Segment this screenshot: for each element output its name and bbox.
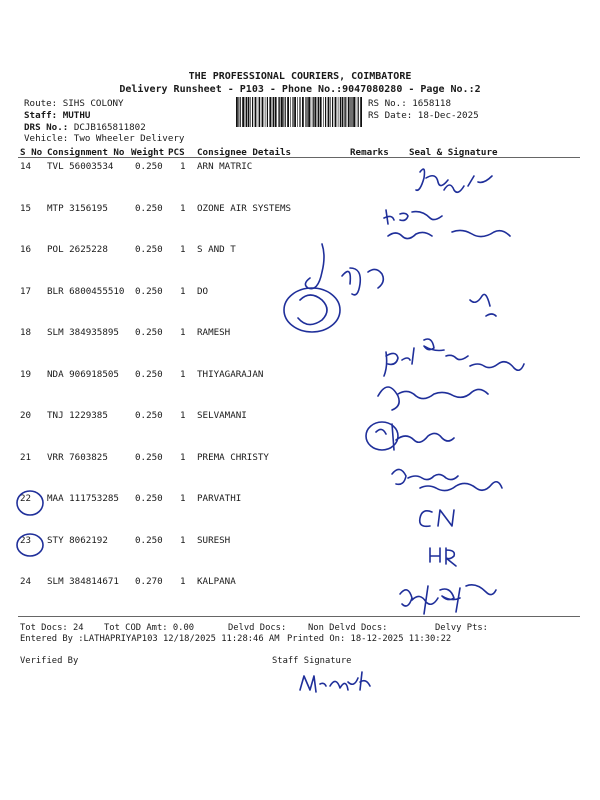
row-weight: 0.250 — [135, 161, 163, 172]
barcode-bar — [340, 97, 341, 127]
verify-row — [0, 656, 600, 670]
barcode-bar — [273, 97, 274, 127]
barcode-bar — [299, 97, 300, 127]
table-row — [0, 535, 600, 549]
barcode-bar — [305, 97, 306, 127]
col-weight: Weight — [131, 147, 165, 158]
barcode-bar — [313, 97, 314, 127]
row-consignment: TVL 56003534 — [47, 161, 114, 172]
row-sno: 17 — [20, 285, 32, 297]
row-consignee: SELVAMANI — [197, 410, 247, 421]
row-pcs: 1 — [180, 410, 186, 421]
barcode-bar — [358, 97, 359, 127]
row-consignment: SLM 384814671 — [47, 576, 119, 587]
barcode-bar — [323, 97, 324, 127]
row-consignee: OZONE AIR SYSTEMS — [197, 202, 292, 214]
table-row — [0, 244, 600, 258]
barcode-bar — [262, 97, 264, 127]
row-consignee: S AND T — [197, 244, 236, 255]
delvy-pts: Delvy Pts: — [435, 623, 488, 633]
barcode-bar — [238, 97, 239, 127]
barcode-bar — [332, 97, 333, 127]
row-pcs: 1 — [180, 327, 186, 338]
barcode-bar — [281, 97, 283, 127]
barcode-bar — [344, 97, 345, 127]
drs-value: DCJB165811802 — [73, 122, 146, 133]
non-delvd-docs: Non Delvd Docs: — [308, 623, 388, 633]
row-consignee: ARN MATRIC — [197, 161, 253, 172]
runsheet-subtitle: Delivery Runsheet - P103 - Phone No.:9047080280 - Page No.:2 — [119, 84, 481, 95]
entered-row — [0, 634, 600, 648]
barcode-bar — [242, 97, 244, 127]
barcode-bar — [245, 97, 246, 127]
row-consignment: MTP 3156195 — [47, 202, 108, 214]
row-consignment: TNJ 1229385 — [47, 410, 108, 421]
row-sno: 21 — [20, 451, 32, 463]
rs-number: RS No.: 1658118 — [368, 98, 451, 109]
rs-date: RS Date: 18-Dec-2025 — [368, 110, 479, 121]
row-consignment: SLM 384935895 — [47, 327, 119, 338]
footer-divider — [18, 616, 580, 617]
barcode-bar — [255, 97, 257, 127]
barcode-bar — [345, 97, 346, 127]
tot-cod: Tot COD Amt: 0.00 — [104, 623, 195, 633]
company-title: THE PROFESSIONAL COURIERS, COIMBATORE — [188, 71, 412, 82]
tot-docs: Tot Docs: 24 — [20, 623, 84, 633]
row-sno: 20 — [20, 410, 32, 421]
barcode-bar — [240, 97, 241, 127]
row-pcs: 1 — [180, 368, 186, 380]
barcode-bar — [290, 97, 291, 127]
barcode-bar — [306, 97, 307, 127]
row-sno: 23 — [20, 534, 32, 546]
row-consignment: NDA 906918505 — [47, 368, 119, 380]
row-sno: 15 — [20, 202, 32, 214]
row-consignee: THIYAGARAJAN — [197, 368, 264, 380]
drs-number — [24, 122, 146, 133]
barcode-bar — [308, 97, 310, 127]
table-row — [0, 327, 600, 341]
table-row — [0, 203, 600, 217]
staff-label: Staff: MUTHU — [24, 110, 91, 121]
barcode-bar — [318, 97, 319, 127]
row-sno: 14 — [20, 161, 32, 172]
barcode-bar — [283, 97, 284, 127]
table-row — [0, 286, 600, 300]
barcode-bar — [311, 97, 312, 127]
col-consignee: Consignee Details — [197, 147, 292, 158]
row-consignee: KALPANA — [197, 576, 236, 587]
drs-label: DRS No.: — [24, 122, 69, 133]
row-sno: 16 — [20, 244, 32, 255]
col-pcs: PCS — [168, 147, 185, 158]
table-row — [0, 493, 600, 507]
barcode-bar — [258, 97, 259, 127]
barcode-bar — [297, 97, 298, 127]
barcode-bar — [267, 97, 268, 127]
barcode-bar — [248, 97, 250, 127]
barcode-bar — [287, 97, 289, 127]
row-consignee: RAMESH — [197, 327, 231, 338]
row-pcs: 1 — [180, 244, 186, 255]
barcode-bar — [259, 97, 260, 127]
barcode-image — [236, 97, 362, 127]
table-header — [0, 147, 600, 161]
barcode-bar — [338, 97, 339, 127]
row-weight: 0.250 — [135, 285, 163, 297]
table-row — [0, 452, 600, 466]
barcode-bar — [250, 97, 251, 127]
row-consignment: BLR 6800455510 — [47, 285, 125, 297]
stamp-circle-row-20 — [366, 422, 398, 450]
row-sno: 19 — [20, 368, 32, 380]
staff-signature — [300, 672, 370, 692]
barcode-bar — [278, 97, 279, 127]
barcode-bar — [320, 97, 322, 127]
barcode-bar — [275, 97, 277, 127]
barcode-bar — [314, 97, 316, 127]
row-sno: 24 — [20, 576, 32, 587]
row-weight: 0.250 — [135, 493, 163, 504]
barcode-bar — [236, 97, 238, 127]
delvd-docs: Delvd Docs: — [228, 623, 287, 633]
header-divider — [18, 157, 580, 158]
row-pcs: 1 — [180, 451, 186, 463]
barcode-bar — [302, 97, 304, 127]
row-pcs: 1 — [180, 534, 186, 546]
printed-on: Printed On: 18-12-2025 11:30:22 — [287, 634, 452, 644]
barcode-bar — [325, 97, 326, 127]
row-pcs: 1 — [180, 161, 186, 172]
barcode-bar — [348, 97, 350, 127]
row-weight: 0.250 — [135, 410, 163, 421]
row-weight: 0.250 — [135, 327, 163, 338]
barcode-bar — [353, 97, 355, 127]
col-consignment: Consignment No — [47, 147, 125, 158]
barcode-bar — [252, 97, 253, 127]
signature-row-22 — [420, 510, 454, 526]
barcode-bar — [269, 97, 271, 127]
barcode-bar — [294, 97, 296, 127]
barcode-bar — [351, 97, 352, 127]
row-weight: 0.270 — [135, 576, 163, 587]
barcode-bar — [246, 97, 247, 127]
row-pcs: 1 — [180, 576, 186, 587]
signature-row-21 — [392, 469, 502, 490]
signature-row-19 — [378, 387, 488, 410]
col-sno: S No — [20, 147, 43, 158]
row-consignment: POL 2625228 — [47, 244, 108, 255]
row-consignment: STY 8062192 — [47, 534, 108, 546]
barcode-bar — [350, 97, 351, 127]
vehicle-label: Vehicle: Two Wheeler Delivery — [24, 133, 185, 144]
row-weight: 0.250 — [135, 451, 163, 463]
barcode-bar — [356, 97, 357, 127]
barcode-bar — [279, 97, 280, 127]
barcode-bar — [342, 97, 344, 127]
verified-by: Verified By — [20, 656, 79, 666]
row-sno: 22 — [20, 493, 32, 504]
col-remarks: Remarks — [350, 147, 389, 158]
row-weight: 0.250 — [135, 368, 163, 380]
barcode-bar — [335, 97, 337, 127]
row-consignment: VRR 7603825 — [47, 451, 108, 463]
staff-signature-label: Staff Signature — [272, 656, 352, 666]
signature-row-20 — [376, 424, 454, 450]
row-pcs: 1 — [180, 285, 186, 297]
table-row — [0, 161, 600, 175]
row-sno: 18 — [20, 327, 32, 338]
entered-by: Entered By :LATHAPRIYAP103 12/18/2025 11:28:46 AM — [20, 634, 280, 644]
row-weight: 0.250 — [135, 534, 163, 546]
col-seal: Seal & Signature — [409, 147, 498, 158]
row-pcs: 1 — [180, 493, 186, 504]
barcode-bar — [330, 97, 331, 127]
barcode-bar — [317, 97, 318, 127]
table-row — [0, 369, 600, 383]
table-row — [0, 576, 600, 590]
route-label: Route: SIHS COLONY — [24, 98, 124, 109]
row-consignee: PREMA CHRISTY — [197, 451, 269, 463]
row-pcs: 1 — [180, 202, 186, 214]
row-consignment: MAA 111753285 — [47, 493, 119, 504]
barcode-bar — [265, 97, 266, 127]
row-consignee: SURESH — [197, 534, 231, 546]
row-consignee: DO — [197, 285, 209, 297]
signature-row-23 — [430, 548, 456, 566]
barcode-bar — [285, 97, 286, 127]
row-weight: 0.250 — [135, 202, 163, 214]
barcode-bar — [360, 97, 362, 127]
row-weight: 0.250 — [135, 244, 163, 255]
row-consignee: PARVATHI — [197, 493, 242, 504]
table-row — [0, 410, 600, 424]
barcode-bar — [328, 97, 330, 127]
barcode-bar — [292, 97, 293, 127]
barcode-bar — [272, 97, 273, 127]
